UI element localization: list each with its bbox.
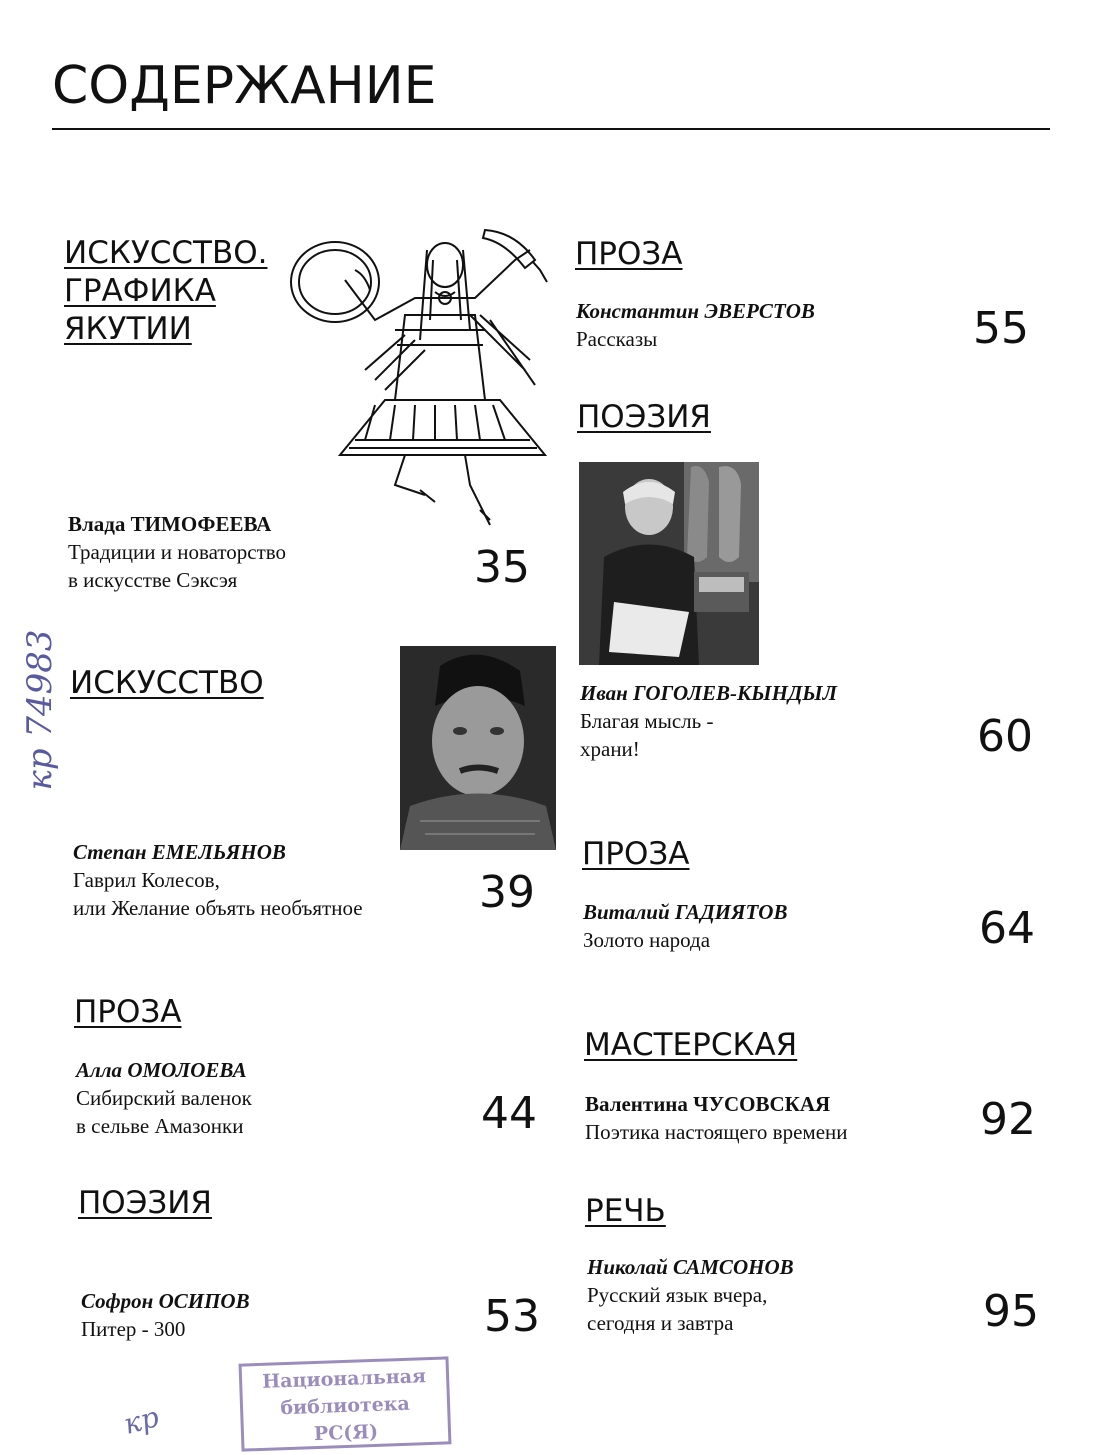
toc-entry-samsonov[interactable] <box>587 1253 794 1337</box>
handwritten-inventory-number: кр 74983 <box>20 629 60 791</box>
toc-entry-osipov[interactable] <box>81 1287 250 1343</box>
entry-description-line: Питер - 300 <box>81 1317 186 1341</box>
page-number-92[interactable]: 92 <box>980 1094 1036 1145</box>
toc-entry-gadiyatov[interactable] <box>583 898 787 954</box>
section-heading-art-graphics[interactable]: ИСКУССТВО. ГРАФИКА ЯКУТИИ <box>64 235 268 347</box>
entry-author: Константин ЭВЕРСТОВ <box>576 299 815 323</box>
page-number-64[interactable]: 64 <box>979 903 1035 954</box>
toc-entry-emelyanov[interactable] <box>73 838 363 922</box>
entry-description-line: сегодня и завтра <box>587 1311 734 1335</box>
entry-description-line: Гаврил Колесов, <box>73 868 220 892</box>
entry-description-line: в сельве Амазонки <box>76 1114 244 1138</box>
entry-author: Влада ТИМОФЕЕВА <box>68 512 272 536</box>
entry-author: Степан ЕМЕЛЬЯНОВ <box>73 840 286 864</box>
photo-writer-with-typewriter <box>579 462 759 665</box>
page-number-55[interactable]: 55 <box>973 303 1029 354</box>
handwritten-corner-mark: кр <box>120 1400 163 1441</box>
toc-entry-chusovskaya[interactable] <box>585 1090 848 1146</box>
page-number-44[interactable]: 44 <box>481 1088 537 1139</box>
entry-description-line: Традиции и новаторство <box>68 540 287 564</box>
toc-entry-gogolev-kyndyl[interactable] <box>580 679 837 763</box>
entry-description-line: Поэтика настоящего времени <box>585 1120 848 1144</box>
section-heading-prose-right-2[interactable]: ПРОЗА <box>582 836 690 872</box>
entry-description-line: Золото народа <box>583 928 711 952</box>
entry-author: Валентина ЧУСОВСКАЯ <box>585 1092 831 1116</box>
page-number-60[interactable]: 60 <box>977 711 1033 762</box>
entry-description-line: в искусстве Сэксэя <box>68 568 238 592</box>
section-heading-art[interactable]: ИСКУССТВО <box>70 665 264 701</box>
page-number-53[interactable]: 53 <box>484 1291 540 1342</box>
shaman-drawing <box>285 220 555 530</box>
photo-man-portrait <box>400 646 556 850</box>
entry-description-line: Русский язык вчера, <box>587 1283 768 1307</box>
entry-author: Виталий ГАДИЯТОВ <box>583 900 788 924</box>
entry-author: Иван ГОГОЛЕВ-КЫНДЫЛ <box>580 681 838 705</box>
entry-description-line: Сибирский валенок <box>76 1086 252 1110</box>
entry-author: Николай САМСОНОВ <box>587 1255 794 1279</box>
section-heading-poetry-right[interactable]: ПОЭЗИЯ <box>577 399 711 435</box>
entry-author: Софрон ОСИПОВ <box>81 1289 250 1313</box>
section-heading-prose-right-1[interactable]: ПРОЗА <box>575 236 683 272</box>
library-stamp: Национальная библиотека РС(Я) <box>239 1356 452 1451</box>
entry-description-line: или Желание объять необъятное <box>73 896 363 920</box>
toc-entry-everstov[interactable] <box>576 297 815 353</box>
toc-entry-omoloeva[interactable] <box>76 1056 252 1140</box>
toc-entry-timofeeva[interactable] <box>68 510 286 594</box>
title-divider <box>52 128 1050 130</box>
entry-description-line: храни! <box>580 737 640 761</box>
entry-description-line: Рассказы <box>576 327 658 351</box>
section-heading-speech[interactable]: РЕЧЬ <box>585 1193 666 1229</box>
entry-author: Алла ОМОЛОЕВА <box>76 1058 247 1082</box>
section-heading-prose-left[interactable]: ПРОЗА <box>74 994 182 1030</box>
section-heading-workshop[interactable]: МАСТЕРСКАЯ <box>584 1027 798 1063</box>
section-heading-poetry-left[interactable]: ПОЭЗИЯ <box>78 1185 212 1221</box>
page-number-95[interactable]: 95 <box>983 1286 1039 1337</box>
entry-description-line: Благая мысль - <box>580 709 714 733</box>
page-title: СОДЕРЖАНИЕ <box>52 56 437 116</box>
page-number-39[interactable]: 39 <box>479 867 535 918</box>
page-number-35[interactable]: 35 <box>474 542 530 593</box>
